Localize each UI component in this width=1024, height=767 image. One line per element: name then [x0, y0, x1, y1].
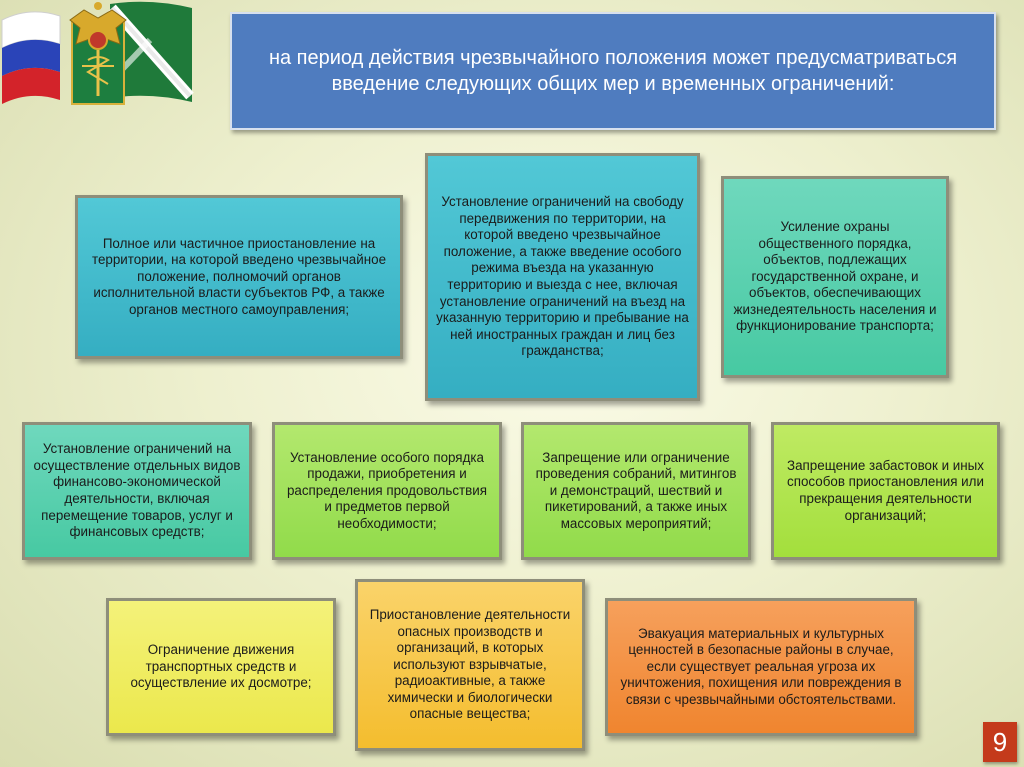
eagle-emblem — [70, 2, 126, 104]
measure-box-movement-restrictions — [425, 153, 700, 401]
measure-box-suspension-of-authorities — [75, 195, 403, 359]
page-number-badge — [983, 722, 1017, 762]
measure-text: Установление ограничений на осуществление отдельных видов финансово-экономической деятельности, включая перемещение товаров, услуг и финансовых средств; — [33, 441, 241, 540]
measure-box-public-order-protection — [721, 176, 949, 378]
measure-box-strike-ban — [771, 422, 1000, 560]
measure-box-hazardous-production-suspension — [355, 579, 585, 751]
measure-text: Усиление охраны общественного порядка, объектов, подлежащих государственной охране, и объектов, обеспечивающих жизнедеятельность населения и функционирование транспорта; — [733, 218, 937, 334]
measure-box-vehicle-restrictions — [106, 598, 336, 736]
russian-flag — [2, 12, 60, 104]
measure-text: Ограничение движения транспортных средств и осуществление их досмотре; — [130, 642, 312, 691]
measure-text: Установление особого порядка продажи, приобретения и распределения продовольствия и предметов первой необходимости; — [286, 449, 488, 531]
measure-box-evacuation-of-valuables — [605, 598, 917, 736]
page-number: 9 — [992, 727, 1008, 757]
measure-text: Эвакуация материальных и культурных ценностей в безопасные районы в случае, если существует реальная угроза их уничтожения, похищения или повреждения в связи с чрезвычайными обстоятельствами. — [620, 625, 902, 707]
measure-text: Запрещение или ограничение проведения собраний, митингов и демонстраций, шествий и пикетирований, а также иных массовых мероприятий; — [535, 449, 737, 531]
measure-text: Приостановление деятельности опасных производств и организаций, в которых используют взрывчатые, радиоактивные, а также химически и биологически опасные вещества; — [369, 606, 571, 722]
customs-flag-emblem-logo — [0, 0, 196, 110]
measure-text: Установление ограничений на свободу передвижения по территории, на которой введено чрезвычайное положение, а также введение особого режима въезда на указанную территорию и выезда с нее, включая установление ограничений на въезд на указанную территорию и пребывание на ней иностранных граждан и лиц без гражданства; — [436, 194, 689, 359]
slide-title-banner — [230, 12, 996, 130]
measure-text: Запрещение забастовок и иных способов приостановления или прекращения деятельности организаций; — [787, 457, 984, 523]
measure-text: Полное или частичное приостановление на территории, на которой введено чрезвычайное положение, полномочий органов исполнительной власти субъектов РФ, а также органов местного самоуправления; — [91, 235, 387, 317]
measure-box-assembly-ban — [521, 422, 751, 560]
slide-title: на период действия чрезвычайного положения может предусматриваться введение следующих общих мер и временных ограничений: — [268, 47, 958, 95]
measure-box-special-sales-order — [272, 422, 502, 560]
measure-box-financial-restrictions — [22, 422, 252, 560]
